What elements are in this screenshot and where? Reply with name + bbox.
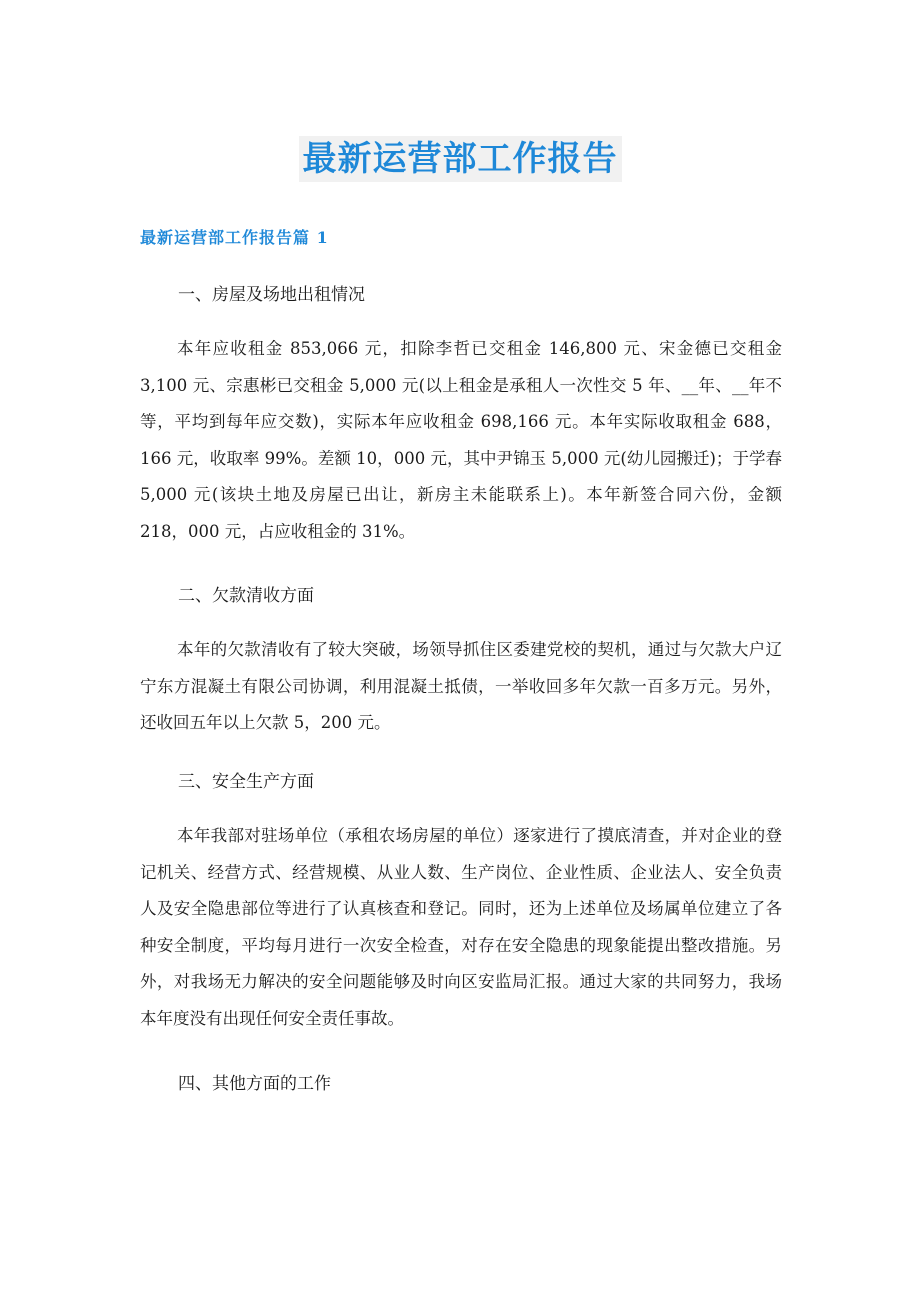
section-heading-3: 三、安全生产方面 <box>178 772 314 792</box>
section-heading-4: 四、其他方面的工作 <box>178 1074 331 1094</box>
section-subtitle: 最新运营部工作报告篇 1 <box>140 228 329 247</box>
section-paragraph-3: 本年我部对驻场单位（承租农场房屋的单位）逐家进行了摸底清查，并对企业的登记机关、经营方式、经营规模、从业人数、生产岗位、企业性质、企业法人、安全负责人及安全隐患部位等进行了认真核查和登记。同时，还为上述单位及场属单位建立了各种安全制度，平均每月进行一次安全检查，对存在安全隐患的现象能提出整改措施。另外，对我场无力解决的安全问题能够及时向区安监局汇报。通过大家的共同努力，我场本年度没有出现任何安全责任事故。 <box>140 826 782 1028</box>
section-heading-1: 一、房屋及场地出租情况 <box>178 285 365 305</box>
section-paragraph-1: 本年应收租金 853,066 元，扣除李哲已交租金 146,800 元、宋金德已交租金 3,100 元、宗惠彬已交租金 5,000 元(以上租金是承租人一次性交 5 年、__年、__年不等，平均到每年应交数)，实际本年应收租金 698,166 元。本年实际收取租金 688，166 元，收取率 99%。差额 10，000 元，其中尹锦玉 5,000 元(幼儿园搬迁)；于学春 5,000 元(该块土地及房屋已出让，新房主未能联系上)。本年新签合同六份，金额 218，000 元，占应收租金的 31%。 <box>140 339 782 541</box>
section-heading-2: 二、欠款清收方面 <box>178 586 314 606</box>
document-title: 最新运营部工作报告 <box>299 136 622 182</box>
title-container <box>0 136 920 182</box>
section-paragraph-2: 本年的欠款清收有了较大突破，场领导抓住区委建党校的契机，通过与欠款大户辽宁东方混凝土有限公司协调，利用混凝土抵债，一举收回多年欠款一百多万元。另外，还收回五年以上欠款 5，200 元。 <box>140 640 782 732</box>
